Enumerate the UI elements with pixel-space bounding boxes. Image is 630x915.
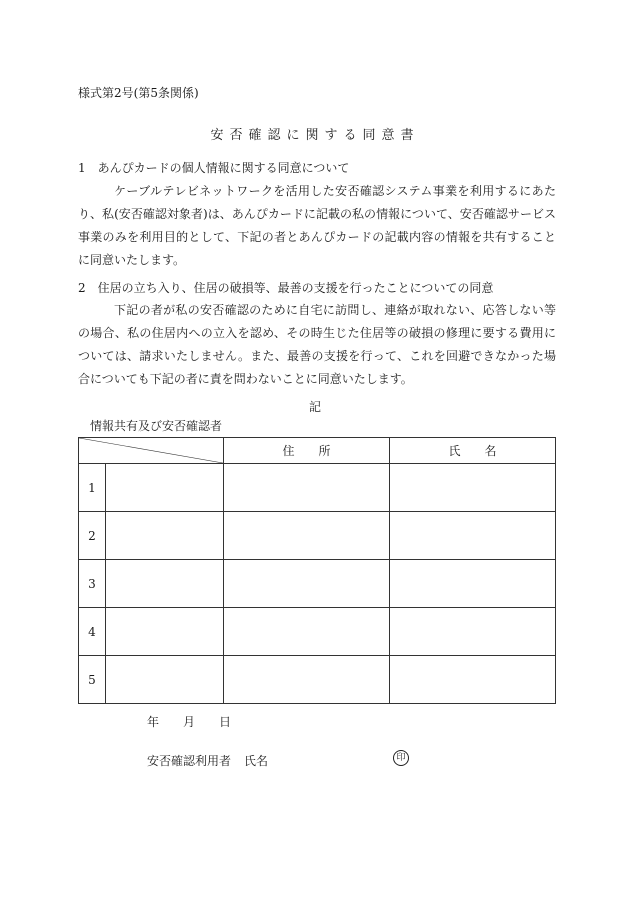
- table-row: [79, 512, 556, 560]
- confirmer-table: [78, 437, 556, 704]
- row-blank-cell[interactable]: [106, 560, 224, 608]
- address-cell[interactable]: [224, 512, 390, 560]
- name-cell[interactable]: [390, 608, 556, 656]
- table-row: [79, 560, 556, 608]
- name-cell[interactable]: [390, 560, 556, 608]
- row-blank-cell[interactable]: [106, 608, 224, 656]
- row-number: 4: [79, 608, 106, 656]
- row-blank-cell[interactable]: [106, 464, 224, 512]
- section-1-heading: 1 あんぴカードの個人情報に関する同意について: [78, 161, 350, 175]
- row-number: 3: [79, 560, 106, 608]
- address-cell[interactable]: [224, 656, 390, 704]
- ki-label: 記: [308, 400, 321, 414]
- table-caption: 情報共有及び安否確認者: [90, 419, 223, 433]
- signer-name-label: 氏名: [244, 754, 269, 768]
- diagonal-corner-cell: [79, 438, 224, 464]
- name-header: 氏 名: [390, 438, 556, 464]
- diagonal-line: [79, 438, 223, 463]
- row-blank-cell[interactable]: [106, 656, 224, 704]
- address-cell[interactable]: [224, 560, 390, 608]
- name-cell[interactable]: [390, 656, 556, 704]
- name-cell[interactable]: [390, 512, 556, 560]
- row-number: 5: [79, 656, 106, 704]
- table-header-row: [79, 438, 556, 464]
- row-number: 1: [79, 464, 106, 512]
- section-1-body: ケーブルテレビネットワークを活用した安否確認システム事業を利用するにあたり、私(安否確認対象者)は、あんぴカードに記載の私の情報について、安否確認サービス事業のみを利用目的として、下記の者とあんぴカードの記載内容の情報を共有することに同意いたします。: [78, 184, 556, 267]
- seal-icon: 印: [393, 750, 409, 766]
- table-row: [79, 656, 556, 704]
- row-number: 2: [79, 512, 106, 560]
- address-header: 住 所: [224, 438, 390, 464]
- section-2-heading: 2 住居の立ち入り、住居の破損等、最善の支援を行ったことについての同意: [78, 281, 494, 295]
- page-title: 安否確認に関する同意書: [210, 128, 420, 143]
- signer-label: 安否確認利用者: [147, 754, 232, 768]
- table-row: [79, 608, 556, 656]
- table-row: [79, 464, 556, 512]
- row-blank-cell[interactable]: [106, 512, 224, 560]
- section-2-body: 下記の者が私の安否確認のために自宅に訪問し、連絡が取れない、応答しない等の場合、私の住居内への立入を認め、その時生じた住居等の破損の修理に要する費用については、請求いたしません。また、最善の支援を行って、これを回避できなかった場合についても下記の者に責を問わないことに同意いたします。: [78, 303, 556, 386]
- date-field[interactable]: 年 月 日: [147, 715, 232, 729]
- name-cell[interactable]: [390, 464, 556, 512]
- form-number: 様式第2号(第5条関係): [78, 86, 199, 100]
- address-cell[interactable]: [224, 608, 390, 656]
- address-cell[interactable]: [224, 464, 390, 512]
